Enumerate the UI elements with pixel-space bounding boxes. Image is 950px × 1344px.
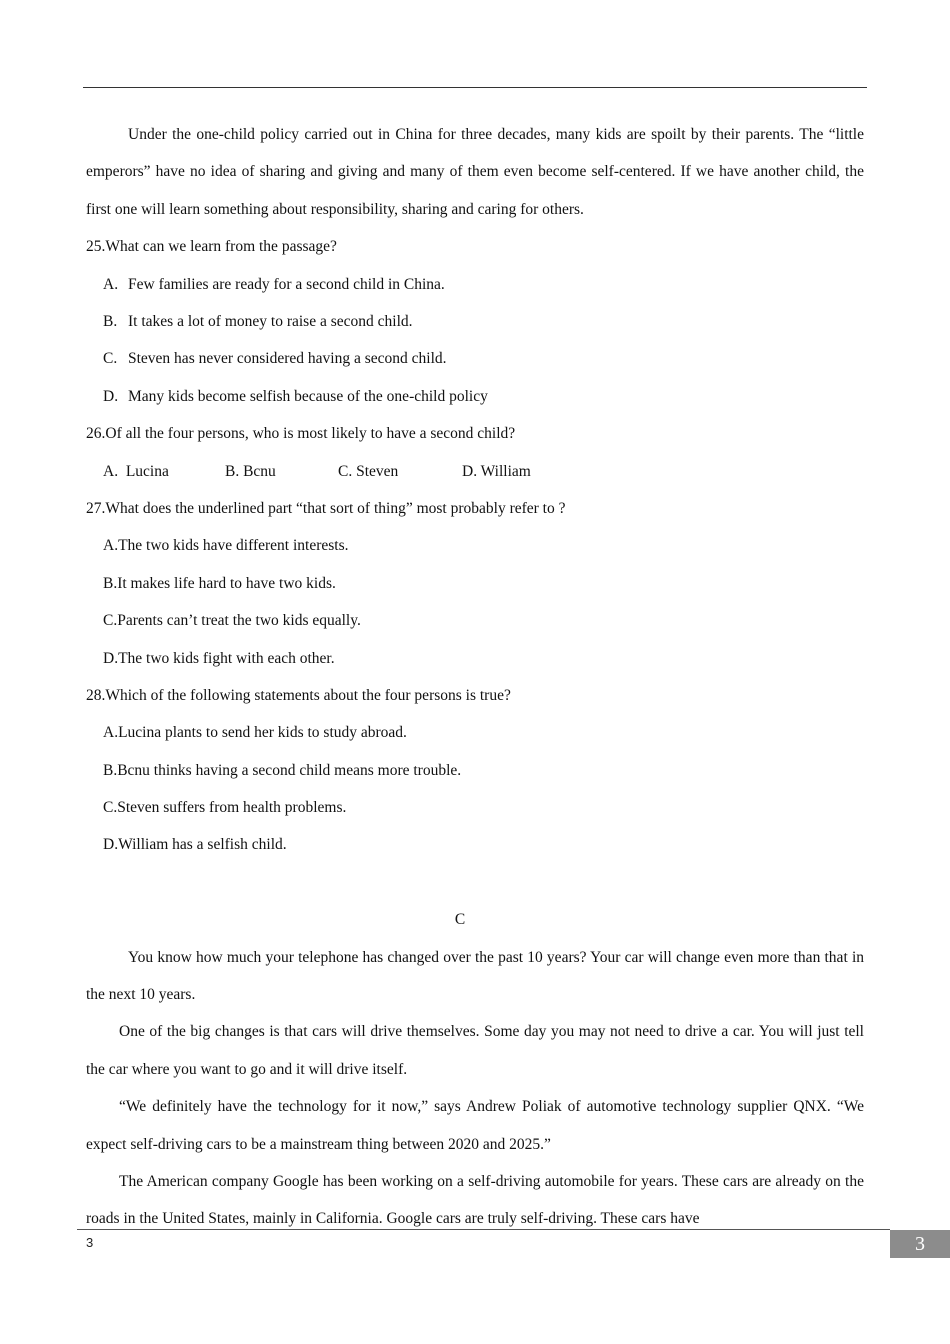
q27-option-a: A.The two kids have different interests. (103, 537, 349, 555)
footer-rule (77, 1229, 890, 1230)
q27-option-d: D.The two kids fight with each other. (103, 649, 335, 667)
q26-option-d: D. William (462, 462, 531, 480)
page-content (86, 116, 864, 1238)
q28-option-c: C.Steven suffers from health problems. (103, 799, 347, 817)
q25-option-c: C. Steven has never considered having a second child. (103, 350, 447, 368)
section-c-paragraph-1: You know how much your telephone has changed over the past 10 years? Your car will change even more than that in the next 10 years. (86, 948, 864, 1004)
question-27-stem: 27.What does the underlined part “that sort of thing” most probably refer to ? (86, 499, 566, 517)
q26-option-c: C. Steven (338, 462, 399, 480)
section-c-paragraph-2: One of the big changes is that cars will drive themselves. Some day you may not need to drive a car. You will just tell the car where you want to go and it will drive itself. (86, 1023, 864, 1078)
q26-option-b: B. Bcnu (225, 462, 276, 480)
q25-option-a: A. Few families are ready for a second child in China. (103, 275, 445, 293)
q28-option-a: A.Lucina plants to send her kids to study abroad. (103, 724, 407, 742)
question-25-stem: 25.What can we learn from the passage? (86, 238, 337, 256)
question-26-stem: 26.Of all the four persons, who is most likely to have a second child? (86, 425, 516, 443)
q28-option-b: B.Bcnu thinks having a second child means more trouble. (103, 761, 462, 779)
q27-option-c: C.Parents can’t treat the two kids equally. (103, 612, 361, 630)
header-rule (83, 87, 867, 88)
section-c-paragraph-4: The American company Google has been working on a self-driving automobile for years. These cars are already on the roads in the United States, mainly in California. Google cars are truly self-driving. These cars have (86, 1173, 864, 1228)
spacer (86, 864, 864, 901)
section-c-paragraph-3: “We definitely have the technology for it now,” says Andrew Poliak of automotive technology supplier QNX. “We expect self-driving cars to be a mainstream thing between 2020 and 2025.” (86, 1098, 864, 1153)
page-number-badge: 3 (890, 1230, 950, 1258)
q25-option-d: D. Many kids become selfish because of the one-child policy (103, 387, 488, 405)
footer-page-number: 3 (86, 1235, 94, 1250)
passage-paragraph: Under the one-child policy carried out in China for three decades, many kids are spoilt by their parents. The “little emperors” have no idea of sharing and giving and many of them even become self-centered. If we have another child, the first one will learn something about responsibility, sharing and caring for others. (86, 126, 864, 218)
q28-option-d: D.William has a selfish child. (103, 836, 287, 854)
q25-option-b: B. It takes a lot of money to raise a second child. (103, 313, 413, 330)
q26-option-a: A. Lucina (103, 462, 169, 480)
q26-options (86, 453, 864, 490)
question-28-stem: 28.Which of the following statements about the four persons is true? (86, 686, 511, 704)
q27-option-b: B.It makes life hard to have two kids. (103, 574, 336, 592)
section-c-heading: C (454, 911, 466, 929)
